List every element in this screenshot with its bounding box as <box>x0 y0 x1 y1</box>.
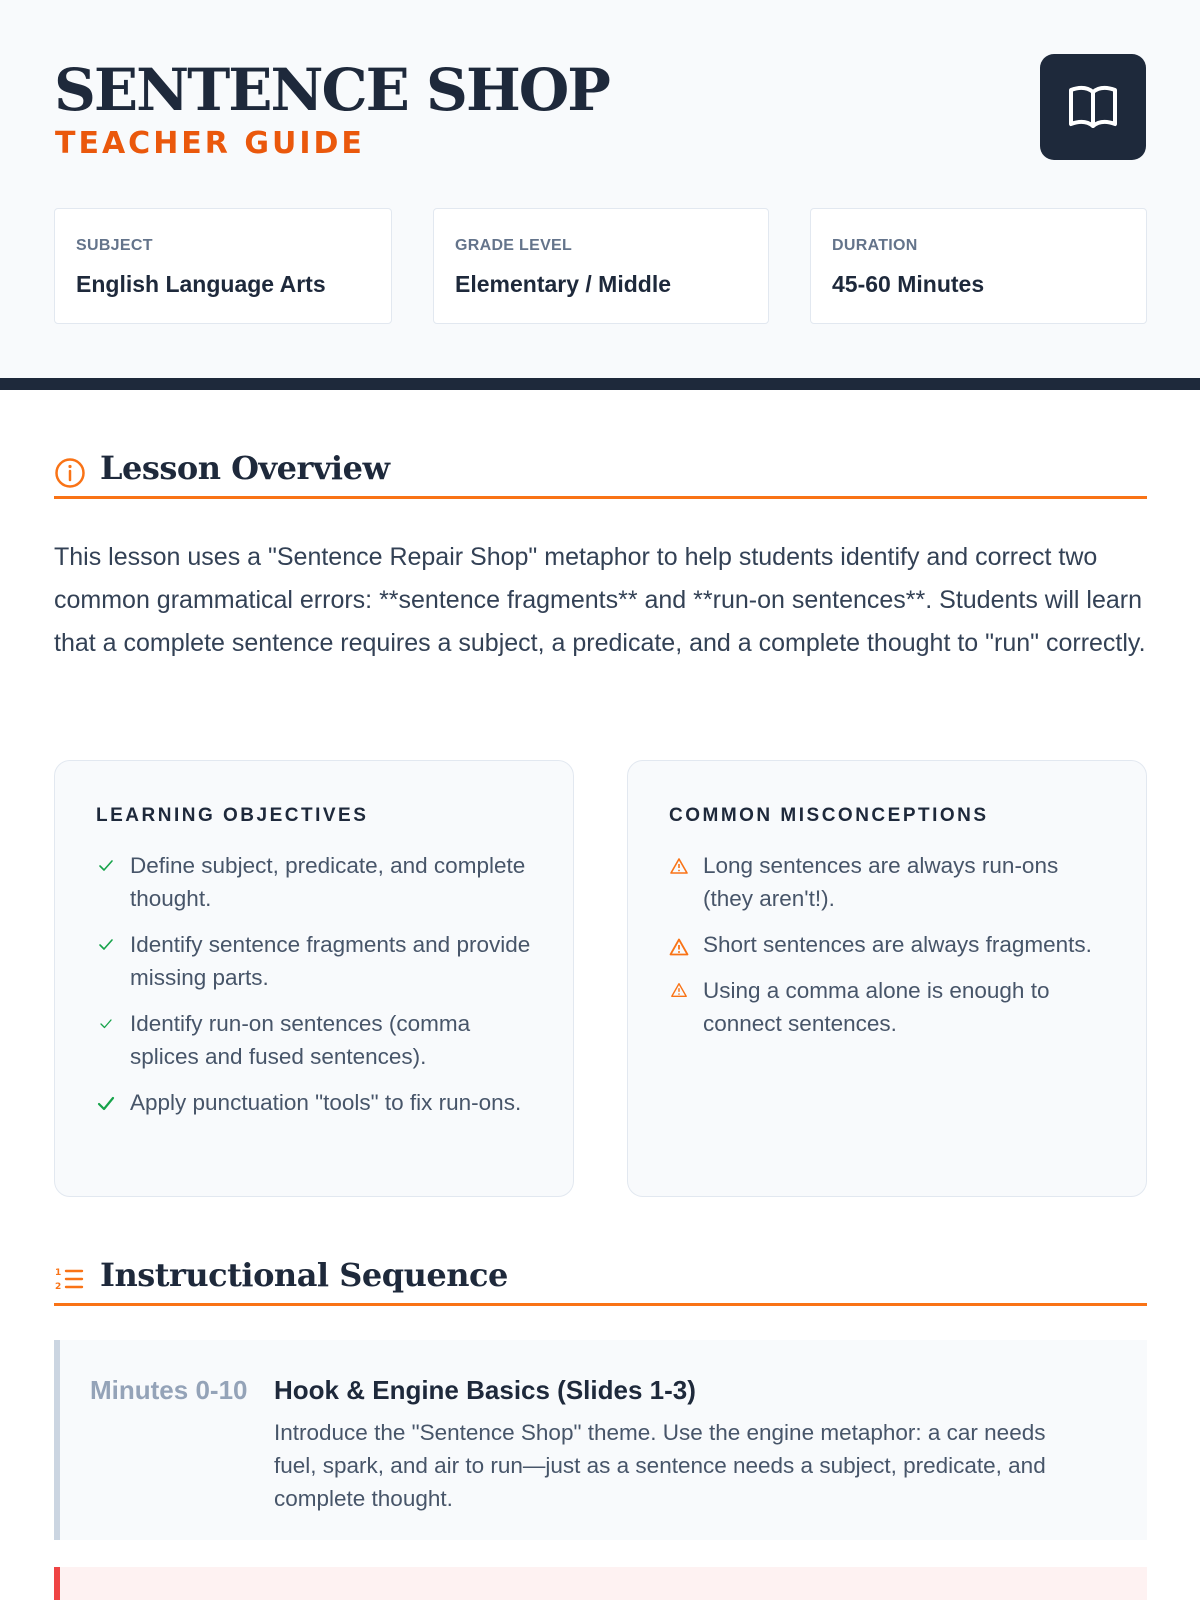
list-item <box>96 1086 536 1119</box>
warning-icon <box>669 856 689 876</box>
check-icon <box>96 856 116 876</box>
meta-value: English Language Arts <box>76 271 326 297</box>
svg-text:2: 2 <box>55 1282 62 1292</box>
page-subtitle: TEACHER GUIDE <box>55 126 365 161</box>
meta-label: DURATION <box>832 237 918 254</box>
warning-icon <box>669 935 689 959</box>
page-title: SENTENCE SHOP <box>54 56 609 124</box>
list-item <box>669 974 1109 1040</box>
misconceptions-list <box>669 849 1109 1053</box>
meta-label: GRADE LEVEL <box>455 237 573 254</box>
objective-text: Identify run-on sentences (comma splices and fused sentences). <box>130 1011 471 1069</box>
header-divider <box>0 378 1200 390</box>
objectives-list <box>96 849 536 1132</box>
objective-text: Apply punctuation "tools" to fix run-ons. <box>130 1090 522 1115</box>
overview-text: This lesson uses a "Sentence Repair Shop" metaphor to help students identify and correct two common grammatical errors: **sentence fragments** and **run-on sentences**. Students will learn that a complete sentence requires a subject, a predicate, and a complete thought to "run" correctly. <box>54 543 1146 657</box>
section-heading-overview <box>54 447 1147 499</box>
objective-text: Identify sentence fragments and provide missing parts. <box>130 932 531 990</box>
section-title: Instructional Sequence <box>100 1256 508 1294</box>
meta-value: 45-60 Minutes <box>832 271 985 297</box>
numbered-list-icon <box>54 1264 86 1296</box>
check-icon <box>96 1014 116 1034</box>
misconception-text: Long sentences are always run-ons (they aren't!). <box>703 853 1059 911</box>
meta-card-subject <box>54 208 392 324</box>
check-icon <box>96 935 116 955</box>
section-title: Lesson Overview <box>100 449 390 487</box>
common-misconceptions-card <box>627 760 1147 1197</box>
meta-label: SUBJECT <box>76 237 153 254</box>
misconception-text: Using a comma alone is enough to connect sentences. <box>703 978 1050 1036</box>
check-icon <box>96 1093 116 1115</box>
list-item <box>96 849 536 915</box>
header <box>0 0 1200 378</box>
card-title: COMMON MISCONCEPTIONS <box>669 805 989 826</box>
card-title: LEARNING OBJECTIVES <box>96 805 369 826</box>
meta-card-grade-level <box>433 208 769 324</box>
list-item <box>669 928 1109 961</box>
list-item <box>669 849 1109 915</box>
open-book-icon <box>1067 84 1119 130</box>
misconception-text: Short sentences are always fragments. <box>703 932 1092 957</box>
list-item <box>96 928 536 994</box>
svg-text:1: 1 <box>55 1268 62 1278</box>
section-heading-sequence <box>54 1254 1147 1306</box>
warning-icon <box>669 981 689 999</box>
step-title: Hook & Engine Basics (Slides 1-3) <box>274 1375 696 1405</box>
step-time: Minutes 0-10 <box>90 1375 248 1405</box>
sequence-step <box>54 1567 1147 1600</box>
step-description: Introduce the "Sentence Shop" theme. Use the engine metaphor: a car needs fuel, spark, and air to run—just as a sentence needs a subject, predicate, and complete thought. <box>274 1420 1046 1511</box>
meta-card-duration <box>810 208 1147 324</box>
info-icon <box>54 457 86 489</box>
meta-value: Elementary / Middle <box>455 271 672 297</box>
list-item <box>96 1007 536 1073</box>
sequence-step <box>54 1340 1147 1540</box>
learning-objectives-card <box>54 760 574 1197</box>
objective-text: Define subject, predicate, and complete thought. <box>130 853 526 911</box>
logo-badge <box>1040 54 1146 160</box>
